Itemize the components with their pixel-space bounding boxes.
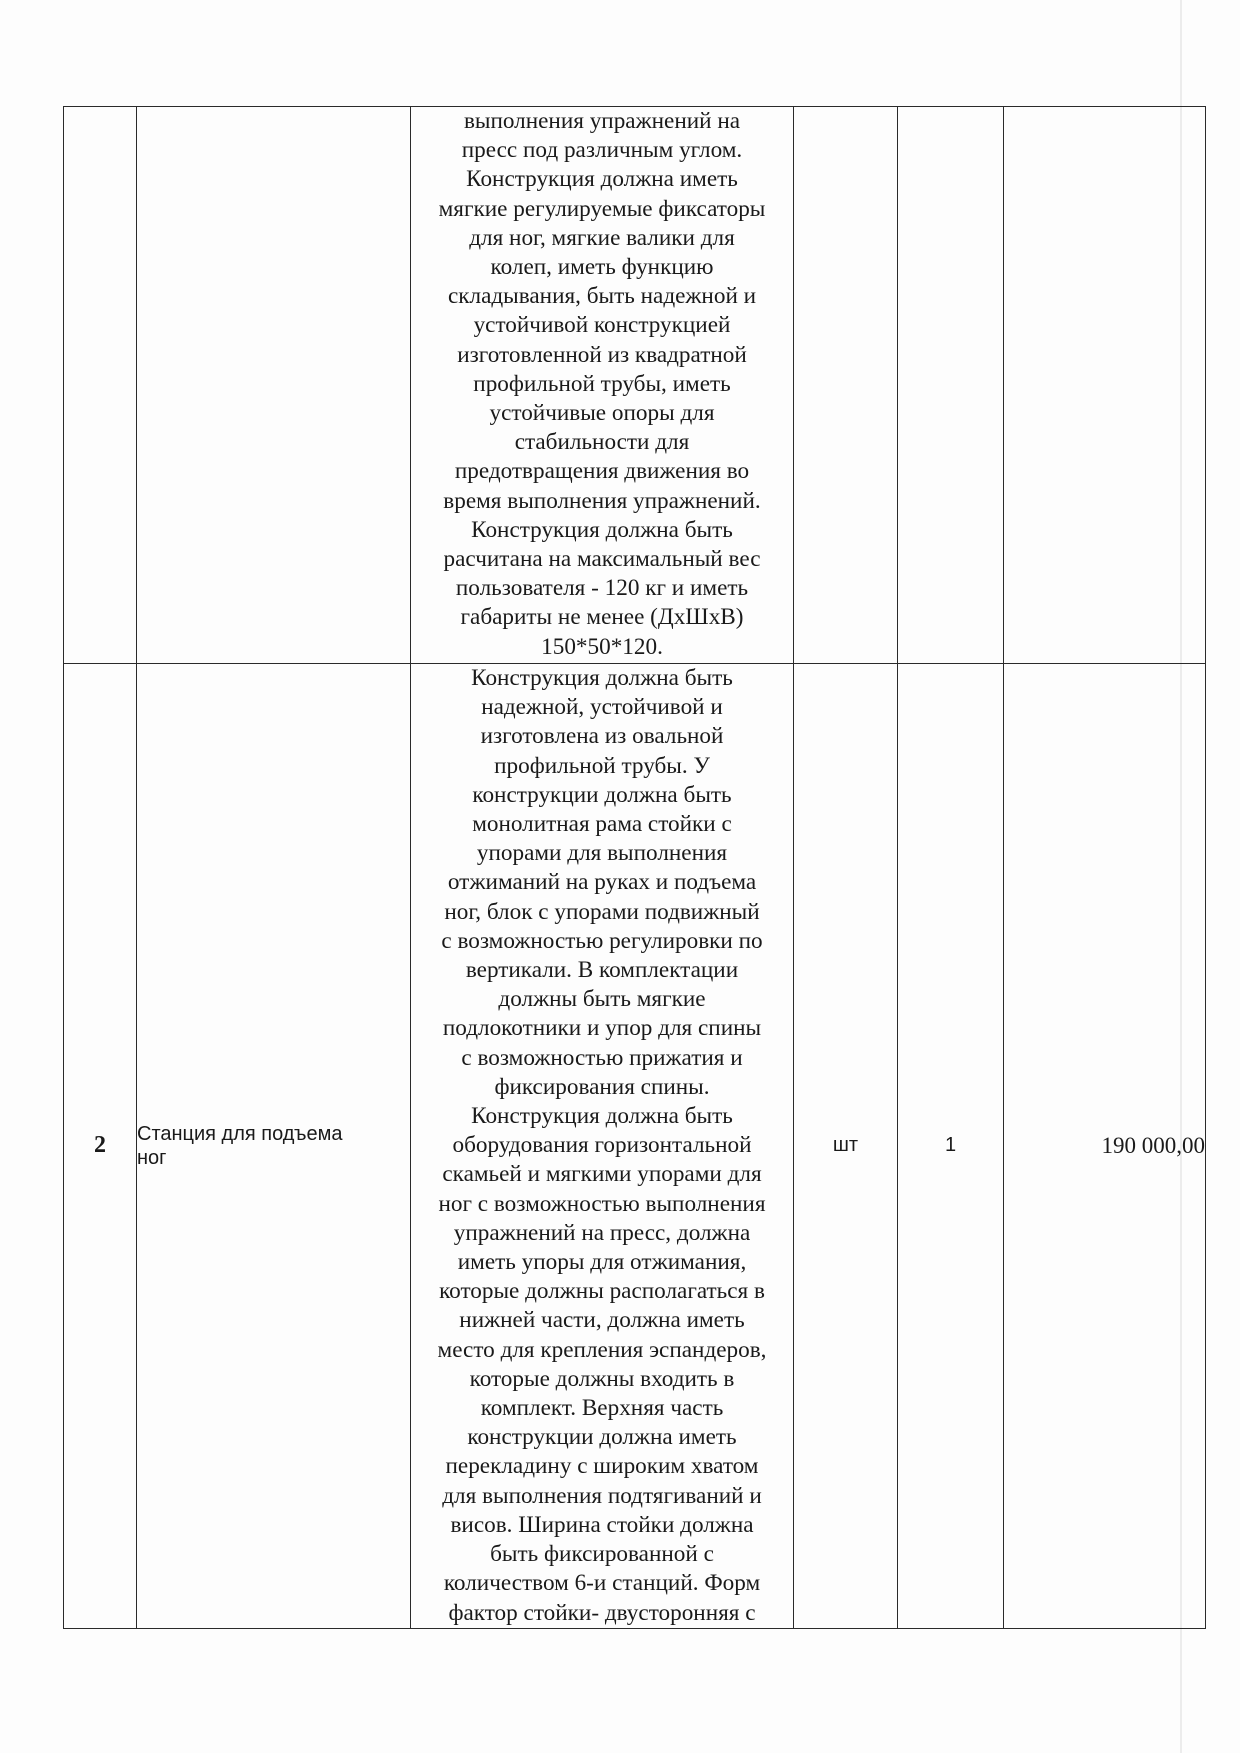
item-description-cell: выполнения упражнений на пресс под различным углом. Конструкция должна иметь мягкие регулируемые фиксаторы для ног, мягкие валики для колеп, иметь функцию складывания, быть надежной и устойчивой конструкцией изготовленной из квадратной профильной трубы, иметь устойчивые опоры для стабильности для предотвращения движения во время выполнения упражнений. Конструкция должна быть расчитана на максимальный вес пользователя - 120 кг и иметь габариты не менее (ДхШхВ) 150*50*120. xyxy=(411,107,794,664)
row-number-cell xyxy=(64,107,137,664)
item-name-cell: Станция для подъема ног xyxy=(137,664,411,1629)
row-number-cell: 2 xyxy=(64,664,137,1629)
quantity-cell: 1 xyxy=(898,664,1004,1629)
specification-table xyxy=(63,106,1206,1629)
unit-cell xyxy=(794,107,898,664)
table-row xyxy=(64,664,1206,1629)
price-cell xyxy=(1004,107,1206,664)
unit-cell: шт xyxy=(794,664,898,1629)
price-cell: 190 000,00 xyxy=(1004,664,1206,1629)
quantity-cell xyxy=(898,107,1004,664)
table-row xyxy=(64,107,1206,664)
item-description-cell: Конструкция должна быть надежной, устойчивой и изготовлена из овальной профильной трубы. У конструкции должна быть монолитная рама стойки с упорами для выполнения отжиманий на руках и подъема ног, блок с упорами подвижный с возможностью регулировки по вертикали. В комплектации должны быть мягкие подлокотники и упор для спины с возможностью прижатия и фиксирования спины. Конструкция должна быть оборудования горизонтальной скамьей и мягкими упорами для ног с возможностью выполнения упражнений на пресс, должна иметь упоры для отжимания, которые должны располагаться в нижней части, должна иметь место для крепления эспандеров, которые должны входить в комплект. Верхняя часть конструкции должна иметь перекладину с широким хватом для выполнения подтягиваний и висов. Ширина стойки должна быть фиксированной с количеством 6-и станций. Форм фактор стойки- двусторонняя с xyxy=(411,664,794,1629)
item-name-cell xyxy=(137,107,411,664)
